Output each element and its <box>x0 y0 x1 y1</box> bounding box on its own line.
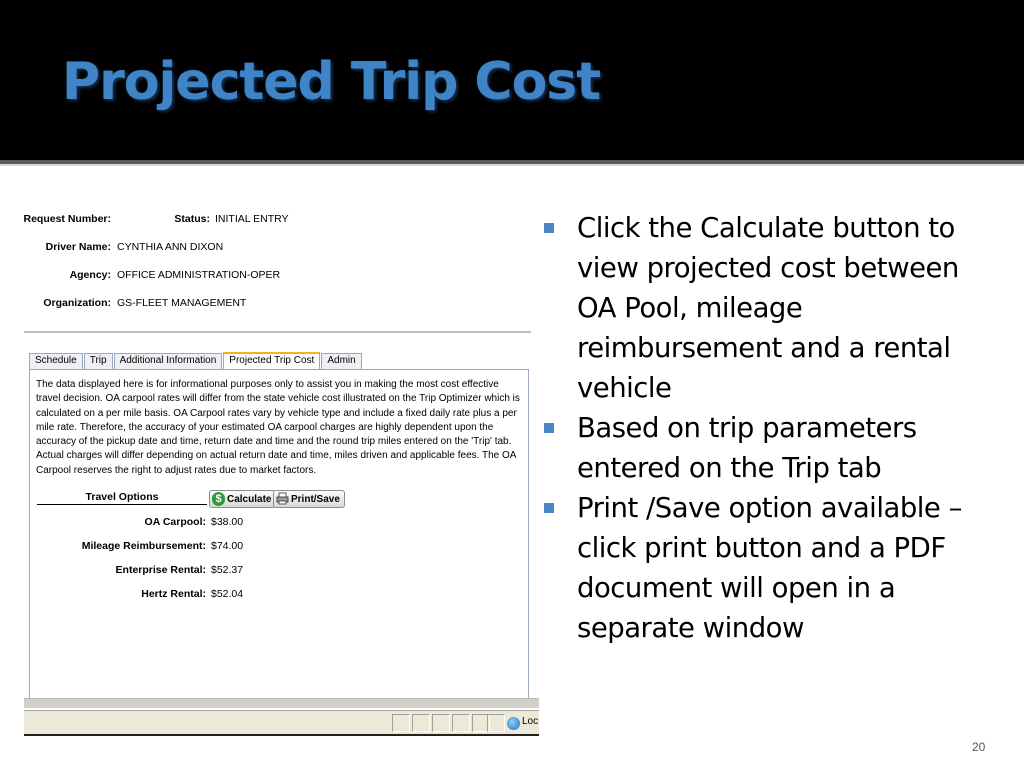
projected-trip-cost-panel <box>29 369 529 699</box>
square-bullet-icon <box>544 503 554 513</box>
request-number-label: Request Number: <box>23 213 111 225</box>
status-cell <box>432 714 450 732</box>
status-cell <box>452 714 470 732</box>
bullet-text: Print /Save option available – click print button and a PDF document will open in a separate window <box>577 492 962 644</box>
organization-value: GS-FLEET MANAGEMENT <box>117 297 247 309</box>
agency-label: Agency: <box>69 269 111 281</box>
status-cell <box>487 714 505 732</box>
square-bullet-icon <box>544 223 554 233</box>
organization-label: Organization: <box>43 297 111 309</box>
bullet-item <box>540 408 980 488</box>
bullet-text: Click the Calculate button to view projected cost between OA Pool, mileage reimbursement and a rental vehicle <box>577 212 959 404</box>
driver-name-label: Driver Name: <box>45 241 111 253</box>
status-zone-text: Loc <box>522 716 539 727</box>
cost-value: $38.00 <box>211 516 244 528</box>
cost-value: $52.37 <box>211 564 244 576</box>
travel-options-heading: Travel Options <box>37 491 207 505</box>
status-cell <box>392 714 410 732</box>
tab-schedule[interactable]: Schedule <box>29 353 83 369</box>
status-cell <box>412 714 430 732</box>
info-divider <box>24 331 531 333</box>
agency-value: OFFICE ADMINISTRATION-OPER <box>117 269 281 281</box>
tab-admin[interactable]: Admin <box>321 353 361 369</box>
bullet-item <box>540 208 980 408</box>
slide-header <box>0 0 1024 160</box>
horizontal-scrollbar[interactable] <box>24 698 539 708</box>
cost-value: $74.00 <box>211 540 244 552</box>
bullet-list <box>540 208 980 648</box>
browser-status-bar <box>24 710 539 734</box>
calculate-button[interactable] <box>209 490 276 508</box>
print-save-button-label: Print/Save <box>291 493 340 505</box>
tab-trip[interactable]: Trip <box>84 353 113 369</box>
header-divider-light <box>0 164 1024 166</box>
bullet-text: Based on trip parameters entered on the Trip tab <box>577 412 917 484</box>
slide-title: Projected Trip Cost <box>62 52 601 112</box>
cost-label: OA Carpool: <box>144 516 206 528</box>
screenshot-bottom-border <box>24 734 539 736</box>
tab-bar <box>29 353 363 369</box>
trip-request-screenshot <box>24 205 539 735</box>
cost-label: Enterprise Rental: <box>115 564 206 576</box>
print-save-button[interactable] <box>273 490 345 508</box>
cost-value: $52.04 <box>211 588 244 600</box>
slide-number: 20 <box>972 740 986 754</box>
bullet-item <box>540 488 980 648</box>
tab-projected-trip-cost[interactable]: Projected Trip Cost <box>223 352 320 369</box>
dollar-icon: $ <box>212 492 225 506</box>
calculate-button-label: Calculate <box>227 493 272 505</box>
status-label: Status: <box>174 213 210 225</box>
driver-name-value: CYNTHIA ANN DIXON <box>117 241 224 253</box>
cost-label: Mileage Reimbursement: <box>81 540 206 552</box>
tab-additional-information[interactable]: Additional Information <box>114 353 223 369</box>
square-bullet-icon <box>544 423 554 433</box>
globe-icon <box>507 717 520 730</box>
printer-icon <box>276 492 289 506</box>
disclaimer-text: The data displayed here is for informational purposes only to assist you in making the most cost effective travel decision. OA carpool rates will differ from the state vehicle cost illustrated on the Trip Optimizer which is calculated on a per mile basis. OA Carpool rates vary by vehicle type and include a fixed daily rate plus a per mile rate. Therefore, the accuracy of your estimated OA carpool charges are highly dependent upon the accuracy of the pickup date and time, return date and time and the round trip miles entered on the 'Trip' tab. Actual charges will differ depending on actual return date and time, miles driven and applicable fees. The OA Carpool reserves the right to adjust rates due to market factors. <box>36 379 520 476</box>
status-value: INITIAL ENTRY <box>215 213 289 225</box>
cost-label: Hertz Rental: <box>141 588 206 600</box>
